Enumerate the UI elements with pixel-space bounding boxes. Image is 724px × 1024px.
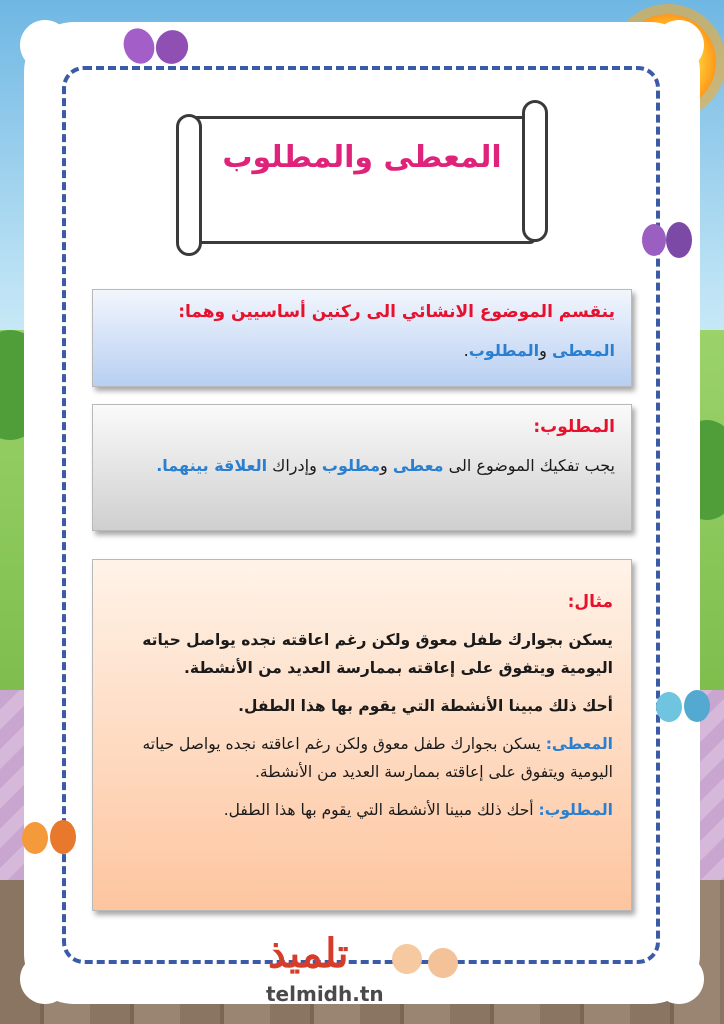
required-heading: المطلوب: <box>533 417 615 437</box>
example-given <box>111 730 613 786</box>
telmidh-logo[interactable] <box>244 930 480 1016</box>
required-box <box>92 404 632 531</box>
scroll-curl-left <box>176 114 202 256</box>
example-paragraph: يسكن بجوارك طفل معوق ولكن رغم اعاقته نجده يواصل حياته اليومية ويتفوق على إعاقته بممارسة العديد من الأنشطة. <box>142 631 613 677</box>
intro-box <box>92 289 632 387</box>
page-title: المعطى والمطلوب <box>222 140 502 175</box>
given-label: المعطى: <box>545 735 613 753</box>
intro-terms <box>109 336 615 366</box>
butterfly-icon <box>22 818 78 860</box>
required-text-example: أحك ذلك مبينا الأنشطة التي يقوم بها هذا الطفل. <box>223 801 539 819</box>
required-label: المطلوب: <box>538 801 613 819</box>
scallop <box>20 954 70 1004</box>
scroll-body <box>186 116 536 244</box>
required-text-part: وإدراك <box>267 456 322 475</box>
required-text <box>109 451 615 481</box>
kid-boy-icon <box>392 944 422 974</box>
term-joiner: و <box>539 341 552 360</box>
butterfly-icon <box>642 220 694 264</box>
scallop <box>654 954 704 1004</box>
butterfly-icon <box>124 26 190 70</box>
logo-arabic: تلميذ <box>268 930 349 977</box>
keyword-given: معطى <box>392 456 444 475</box>
example-heading: مثال: <box>567 592 613 612</box>
term-end: . <box>463 341 469 360</box>
required-text-part: يجب تفكيك الموضوع الى <box>443 456 615 475</box>
logo-latin: telmidh.tn <box>266 982 384 1006</box>
example-task: أحك ذلك مبينا الأنشطة التي يقوم بها هذا الطفل. <box>238 697 613 715</box>
example-required <box>111 796 613 824</box>
intro-heading: ينقسم الموضوع الانشائي الى ركنين أساسيين وهما: <box>178 302 615 322</box>
example-box <box>92 559 632 911</box>
required-text-part: و <box>380 456 393 475</box>
scallop <box>654 20 704 70</box>
keyword-required: مطلوب <box>321 456 381 475</box>
given-text: يسكن بجوارك طفل معوق ولكن رغم اعاقته نجده يواصل حياته اليومية ويتفوق على إعاقته بممارسة العديد من الأنشطة. <box>142 735 613 781</box>
butterfly-icon <box>656 688 712 728</box>
scroll-curl-right <box>522 100 548 242</box>
scallop <box>20 20 70 70</box>
kid-girl-icon <box>428 948 458 978</box>
title-scroll <box>176 100 548 258</box>
term-required: المطلوب <box>468 341 540 360</box>
term-given: المعطى <box>551 341 615 360</box>
keyword-relation: العلاقة بينهما. <box>156 456 268 475</box>
